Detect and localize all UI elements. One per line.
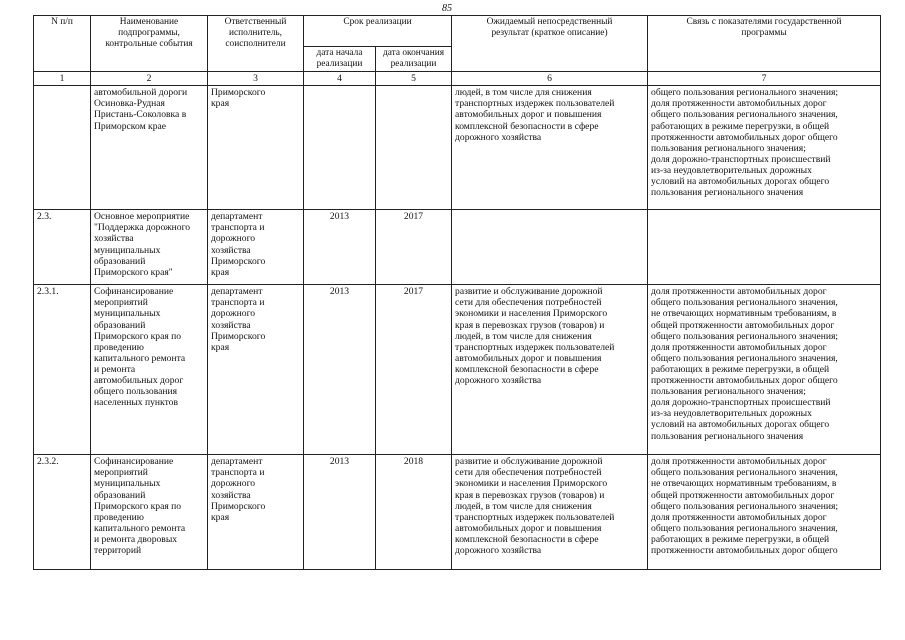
row-end-year: 2017: [376, 210, 452, 285]
row-number: 2.3.1.: [34, 285, 91, 455]
header-link: Связь с показателями государственной программы: [648, 16, 881, 72]
column-number: 6: [452, 72, 648, 86]
column-number: 5: [376, 72, 452, 86]
row-number: 2.3.: [34, 210, 91, 285]
row-start-year: [304, 86, 376, 210]
row-start-year: 2013: [304, 210, 376, 285]
column-number: 7: [648, 72, 881, 86]
header-period: Срок реализации: [304, 16, 452, 47]
program-table: [33, 15, 881, 570]
row-result: людей, в том числе для снижения транспортных издержек пользователей автомобильных дорог и повышения комплексной безопасности в сфере дорожного хозяйства: [452, 86, 648, 210]
page-number: 85: [442, 3, 452, 14]
row-start-year: 2013: [304, 455, 376, 570]
row-executor: департамент транспорта и дорожного хозяйства Приморского края: [208, 455, 304, 570]
row-end-year: 2017: [376, 285, 452, 455]
column-number: 3: [208, 72, 304, 86]
column-number: 4: [304, 72, 376, 86]
row-number: [34, 86, 91, 210]
row-name: автомобильной дороги Осиновка-Рудная Пристань-Соколовка в Приморском крае: [91, 86, 208, 210]
row-number: 2.3.2.: [34, 455, 91, 570]
row-result: развитие и обслуживание дорожной сети для обеспечения потребностей экономики и населения Приморского края в перевозках грузов (товаров) и людей, в том числе для снижения транспортных издержек пользователей автомобильных дорог и повышения комплексной безопасности в сфере дорожного хозяйства: [452, 455, 648, 570]
table-row: [34, 285, 881, 455]
table-row: [34, 455, 881, 570]
header-row: [34, 16, 881, 47]
row-start-year: 2013: [304, 285, 376, 455]
row-name: Софинансирование мероприятий муниципальных образований Приморского края по проведению капитального ремонта и ремонта дворовых территорий: [91, 455, 208, 570]
row-name: Основное мероприятие "Поддержка дорожного хозяйства муниципальных образований Приморского края": [91, 210, 208, 285]
header-end-date: дата окончания реализации: [376, 47, 452, 72]
row-executor: департамент транспорта и дорожного хозяйства Приморского края: [208, 210, 304, 285]
row-result: [452, 210, 648, 285]
row-end-year: [376, 86, 452, 210]
header-executor: Ответственный исполнитель, соисполнители: [208, 16, 304, 72]
row-link: доля протяженности автомобильных дорог общего пользования регионального значения, не отвечающих нормативным требованиям, в общей протяженности автомобильных дорог общего пользования регионального значения; доля протяженности автомобильных дорог общего пользования регионального значения, работающих в режиме перегрузки, в общей протяженности автомобильных дорог общего: [648, 455, 881, 570]
header-name: Наименование подпрограммы, контрольные события: [91, 16, 208, 72]
row-link: общего пользования регионального значения; доля протяженности автомобильных дорог общего пользования регионального значения, работающих в режиме перегрузки, в общей протяженности автомобильных дорог общего пользования регионального значения; доля дорожно-транспортных происшествий из-за неудовлетворительных дорожных условий на автомобильных дорогах общего пользования регионального значения: [648, 86, 881, 210]
row-result: развитие и обслуживание дорожной сети для обеспечения потребностей экономики и населения Приморского края в перевозках грузов (товаров) и людей, в том числе для снижения транспортных издержек пользователей автомобильных дорог и повышения комплексной безопасности в сфере дорожного хозяйства: [452, 285, 648, 455]
row-executor: Приморского края: [208, 86, 304, 210]
row-name: Софинансирование мероприятий муниципальных образований Приморского края по проведению капитального ремонта и ремонта автомобильных дорог общего пользования населенных пунктов: [91, 285, 208, 455]
column-number: 2: [91, 72, 208, 86]
row-executor: департамент транспорта и дорожного хозяйства Приморского края: [208, 285, 304, 455]
row-end-year: 2018: [376, 455, 452, 570]
table-row: [34, 86, 881, 210]
header-num: N п/п: [34, 16, 91, 72]
header-start-date: дата начала реализации: [304, 47, 376, 72]
row-link: [648, 210, 881, 285]
column-number: 1: [34, 72, 91, 86]
table-row: [34, 210, 881, 285]
header-result: Ожидаемый непосредственный результат (краткое описание): [452, 16, 648, 72]
column-number-row: [34, 72, 881, 86]
row-link: доля протяженности автомобильных дорог общего пользования регионального значения, не отвечающих нормативным требованиям, в общей протяженности автомобильных дорог общего пользования регионального значения; доля протяженности автомобильных дорог общего пользования регионального значения, работающих в режиме перегрузки, в общей протяженности автомобильных дорог общего пользования регионального значения; доля дорожно-транспортных происшествий из-за неудовлетворительных дорожных условий на автомобильных дорогах общего пользования регионального значения: [648, 285, 881, 455]
